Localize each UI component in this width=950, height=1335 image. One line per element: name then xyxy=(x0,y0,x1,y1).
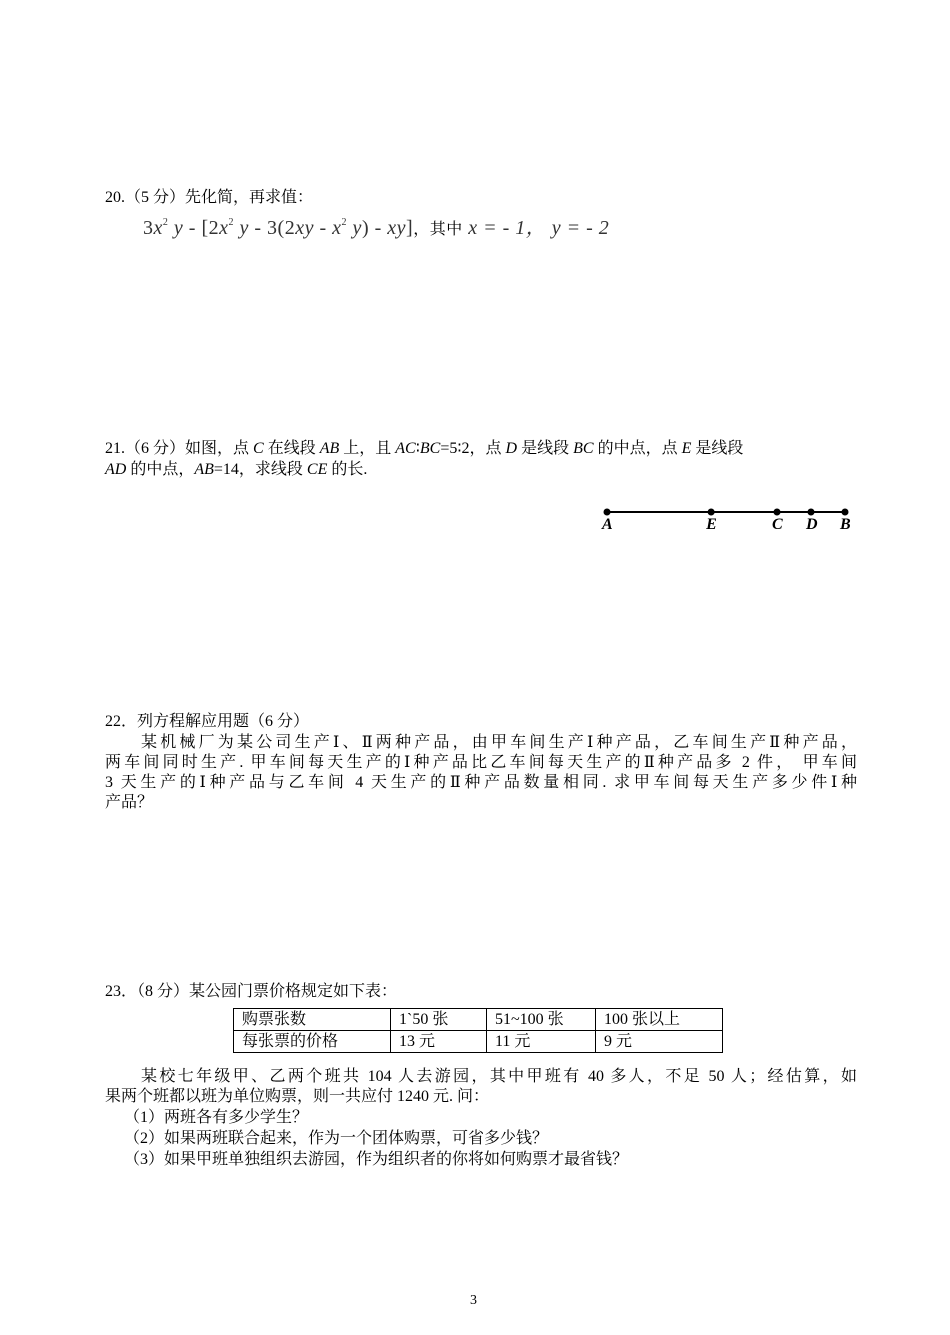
line-segment-figure xyxy=(595,503,865,543)
point-label-d: D xyxy=(805,516,818,533)
table-row xyxy=(234,1031,723,1053)
point-b xyxy=(842,509,849,516)
table-cell: 9 元 xyxy=(596,1031,723,1053)
q20-condition-label: ，其中 xyxy=(413,221,463,238)
table-cell: 100 张以上 xyxy=(596,1009,723,1031)
q23-line2: 果两个班都以班为单位购票，则一共应付 1240 元. 问： xyxy=(105,1088,490,1105)
table-row xyxy=(234,1009,723,1031)
q23-sub1: （1）两班各有多少学生？ xyxy=(124,1109,309,1126)
q22-title: 22．列方程解应用题（6 分） xyxy=(105,713,310,730)
point-d xyxy=(807,509,814,516)
point-label-e: E xyxy=(706,516,717,533)
q23-sub3: （3）如果甲班单独组织去游园，作为组织者的你将如何购票才最省钱？ xyxy=(124,1151,629,1168)
q22-body xyxy=(105,733,857,813)
q20-expression-text: $3x^2$ y - [$2x^2$ y - $3(2xy - x^2$ y) - xy] xyxy=(143,217,414,239)
table-cell: 13 元 xyxy=(391,1031,487,1053)
q21-line1: 21.（6 分）如图，点 C 在线段 AB 上，且 AC∶BC=5∶2，点 D 是线段 BC 的中点，点 E 是线段 xyxy=(105,440,744,457)
point-a xyxy=(604,509,611,516)
point-label-a: A xyxy=(602,516,613,533)
table-cell: 11 元 xyxy=(487,1031,596,1053)
q20-x-value: x = - 1， xyxy=(468,217,547,239)
table-cell: 51~100 张 xyxy=(487,1009,596,1031)
q23-title: 23．（8 分）某公园门票价格规定如下表： xyxy=(105,983,398,1000)
q21-line2: AD 的中点，AB=14，求线段 CE 的长. xyxy=(105,461,368,478)
point-label-c: C xyxy=(772,516,783,533)
q20-y-value: y = - 2 xyxy=(551,217,610,239)
q20-expression xyxy=(143,211,609,240)
q22-line3: 3 天生产的Ⅰ种产品与乙车间 4 天生产的Ⅱ种产品数量相同. 求甲车间每天生产多少件Ⅰ种 xyxy=(105,774,857,791)
table-cell: 购票张数 xyxy=(234,1009,391,1031)
q22-line1: 某机械厂为某公司生产Ⅰ、Ⅱ两种产品，由甲车间生产Ⅰ种产品，乙车间生产Ⅱ种产品， xyxy=(141,734,857,751)
q23-sub2: （2）如果两班联合起来，作为一个团体购票，可省多少钱？ xyxy=(124,1130,549,1147)
ticket-price-table xyxy=(233,1008,723,1053)
q22-line4: 产品？ xyxy=(105,794,154,811)
q20-title: 20.（5 分）先化简，再求值： xyxy=(105,189,314,206)
q22-line2: 两车间同时生产. 甲车间每天生产的Ⅰ种产品比乙车间每天生产的Ⅱ种产品多 2 件， 甲车间 xyxy=(105,754,857,771)
q23-body xyxy=(105,1067,857,1107)
point-label-b: B xyxy=(840,516,851,533)
point-e xyxy=(708,509,715,516)
table-cell: 1`50 张 xyxy=(391,1009,487,1031)
q23-line1: 某校七年级甲、乙两个班共 104 人去游园，其中甲班有 40 多人，不足 50 人；经估算，如 xyxy=(141,1068,857,1085)
page-number: 3 xyxy=(470,1293,477,1308)
table-cell: 每张票的价格 xyxy=(234,1031,391,1053)
point-c xyxy=(774,509,781,516)
